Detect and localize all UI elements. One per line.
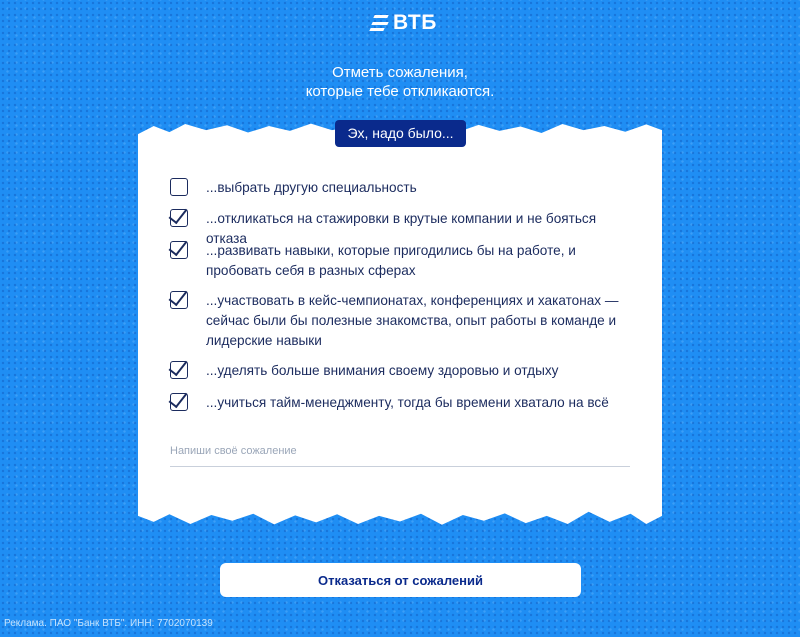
regret-input-placeholder: Напиши своё сожаление (170, 445, 297, 457)
page-heading (0, 63, 800, 101)
vtb-logo (370, 10, 437, 36)
input-underline (170, 466, 630, 467)
heading-line-1: Отметь сожаления, (332, 64, 468, 81)
regret-text: ...учиться тайм-менеджменту, тогда бы времени хватало на всё (206, 395, 609, 410)
ad-disclaimer: Реклама. ПАО "Банк ВТБ". ИНН: 7702070139 (4, 618, 213, 629)
refuse-regrets-button[interactable]: Отказаться от сожалений (220, 563, 581, 597)
regret-text: ...откликаться на стажировки в крутые компании и не бояться отказа (206, 211, 597, 246)
regret-item[interactable] (170, 361, 636, 381)
checkbox[interactable] (170, 241, 188, 259)
checkbox[interactable] (170, 209, 188, 227)
regret-input[interactable] (168, 440, 634, 466)
regret-text: ...выбрать другую специальность (206, 180, 417, 195)
regret-item[interactable] (170, 241, 636, 281)
regret-text: ...уделять больше внимания своему здоровью и отдыху (206, 363, 559, 378)
checkbox[interactable] (170, 178, 188, 196)
regret-item[interactable] (170, 291, 636, 351)
vtb-logo-icon (370, 15, 388, 31)
regret-text: ...участвовать в кейс-чемпионатах, конференциях и хакатонах — сейчас были бы полезные знакомства, опыт работы в команде и лидерские навыки (206, 293, 619, 348)
regret-text: ...развивать навыки, которые пригодились бы на работе, и пробовать себя в разных сферах (206, 243, 576, 278)
checkbox[interactable] (170, 291, 188, 309)
card-badge: Эх, надо было... (335, 120, 466, 147)
regret-item[interactable] (170, 178, 636, 198)
brand-name: ВТБ (393, 11, 437, 34)
checkbox[interactable] (170, 361, 188, 379)
checkbox[interactable] (170, 393, 188, 411)
regret-item[interactable] (170, 393, 636, 413)
heading-line-2: которые тебе откликаются. (305, 83, 495, 100)
